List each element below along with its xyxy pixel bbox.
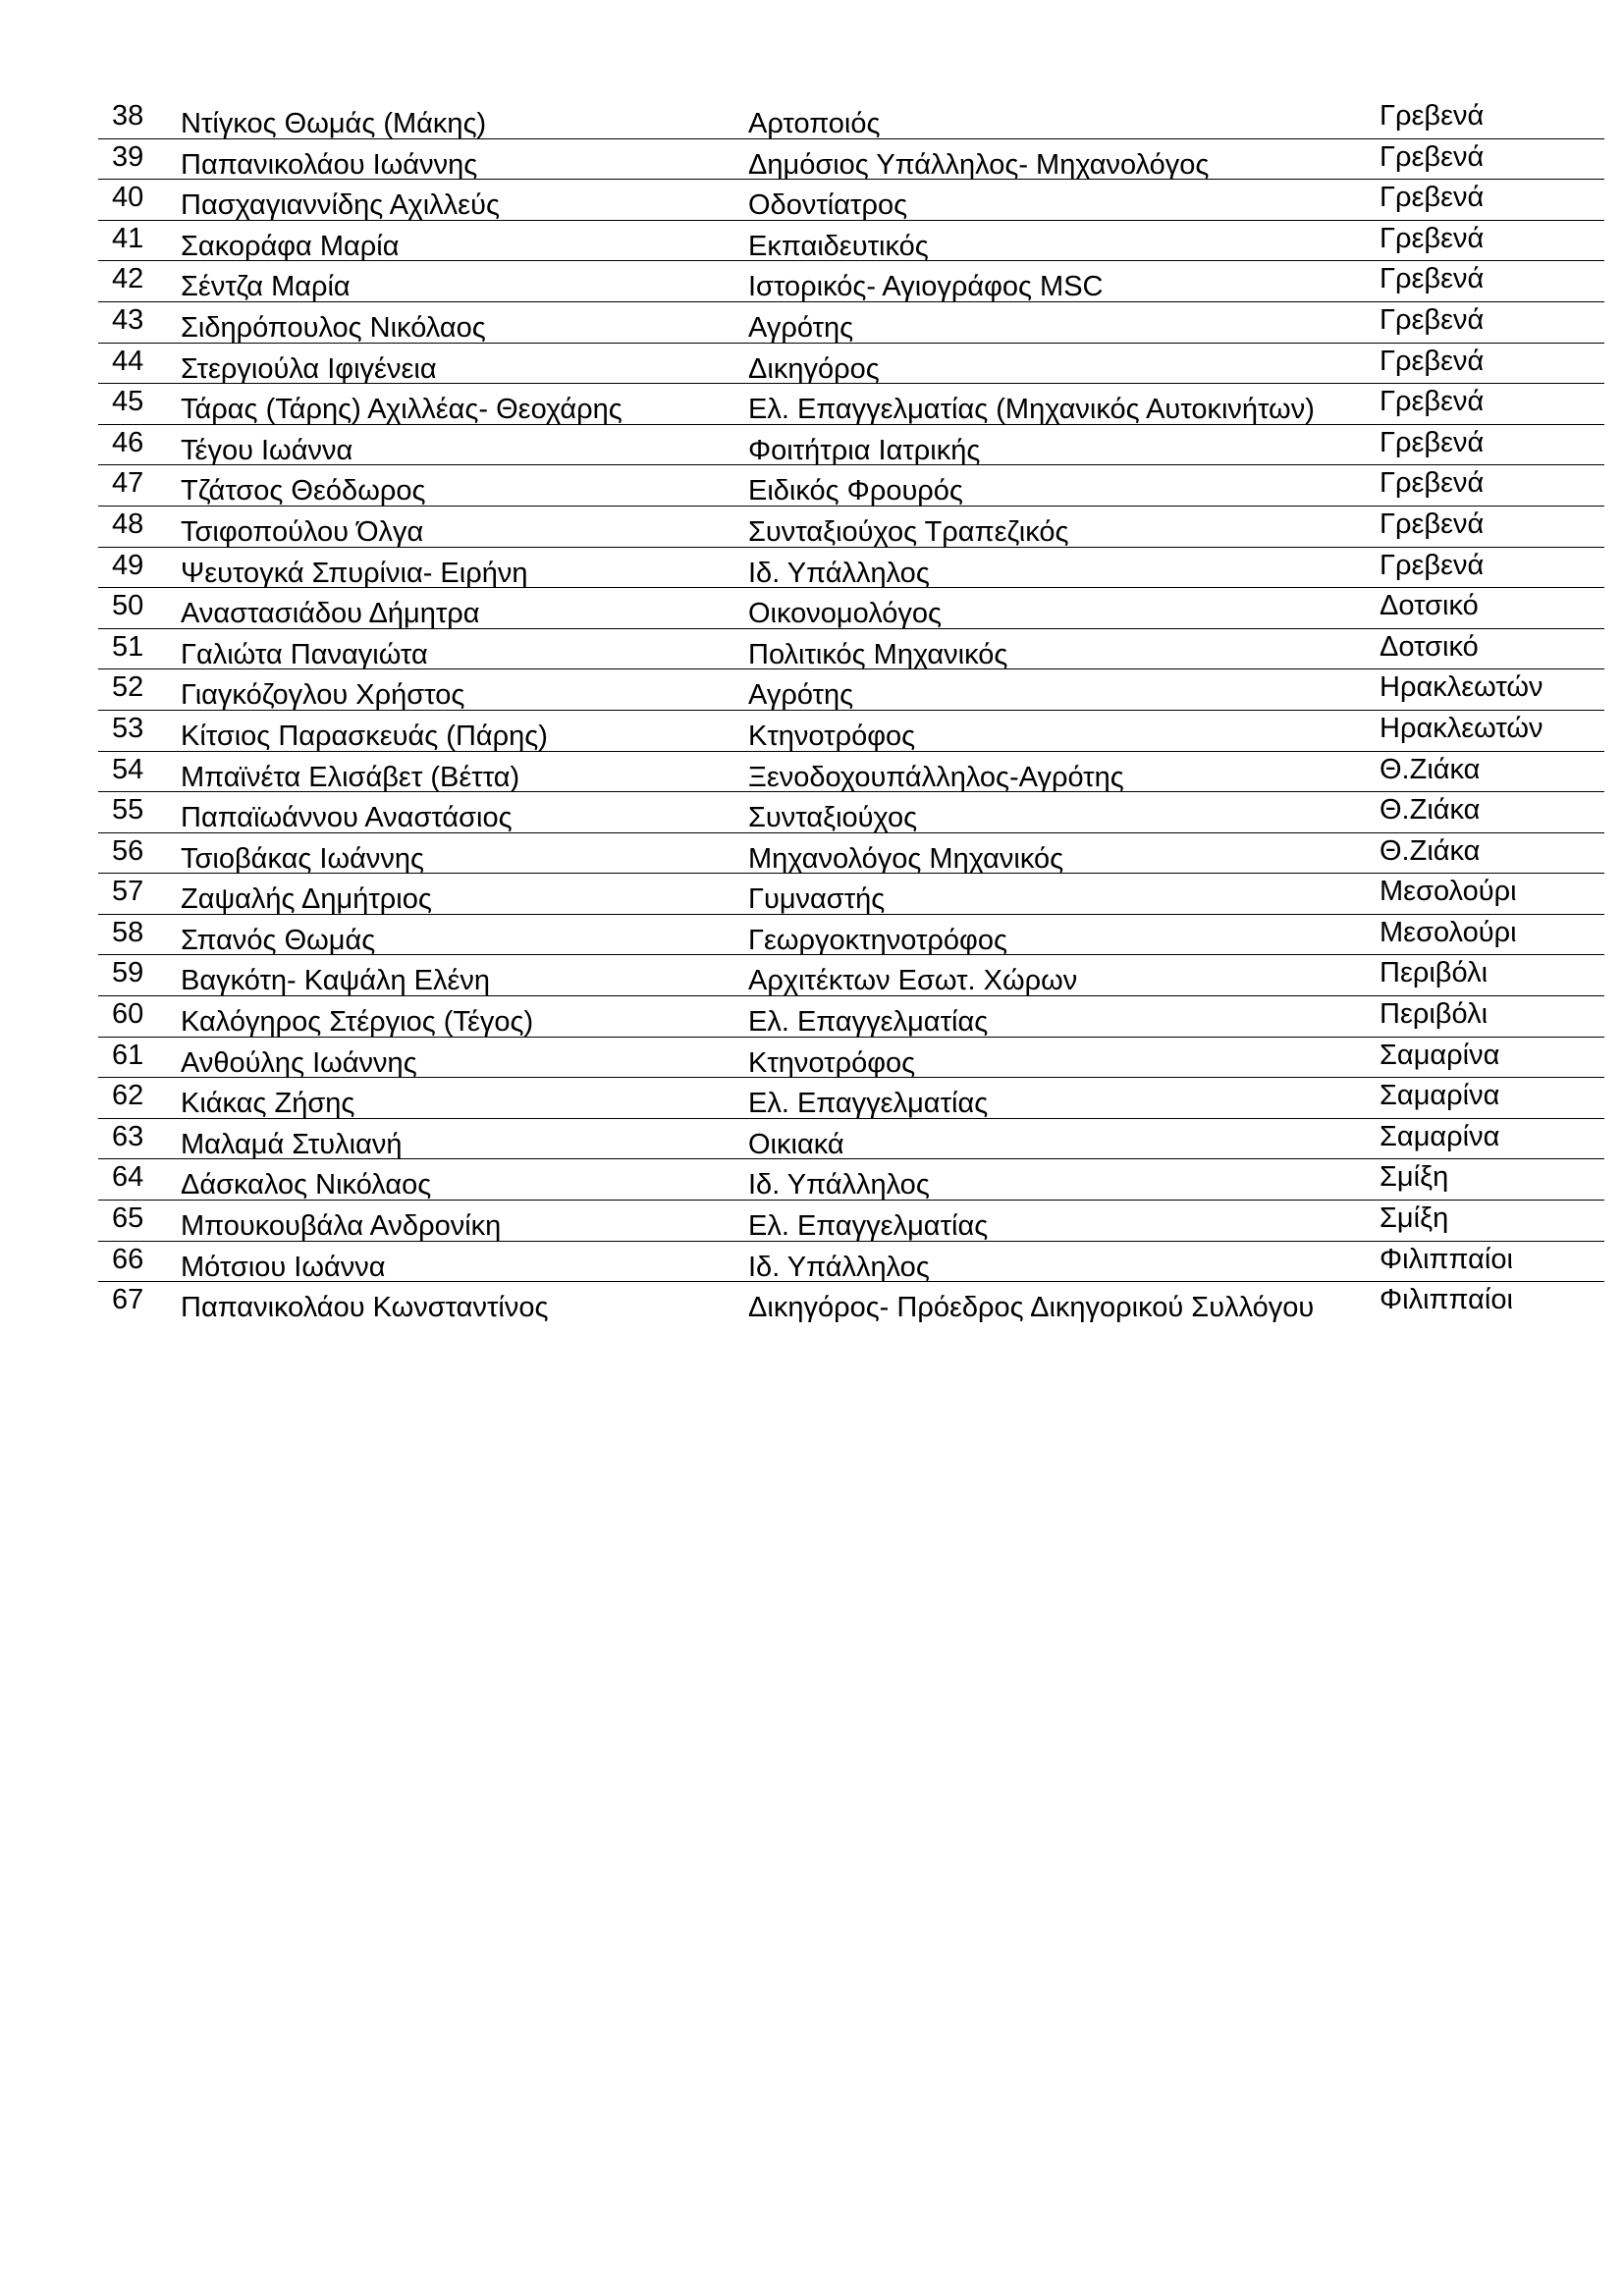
place-name: Γρεβενά (1380, 549, 1485, 581)
occupation: Συνταξιούχος (748, 802, 918, 834)
person-name: Παπανικολάου Κωνσταντίνος (181, 1292, 549, 1324)
place-name: Μεσολούρι (1380, 916, 1517, 948)
table-row (98, 425, 1604, 466)
person-name: Μότσιου Ιωάννα (181, 1251, 386, 1283)
row-number: 54 (112, 753, 144, 785)
row-number: 52 (112, 671, 144, 704)
person-name: Τσιφοπούλου Όλγα (181, 515, 424, 548)
table-row (98, 1201, 1604, 1242)
place-name: Γρεβενά (1380, 507, 1485, 540)
place-name: Γρεβενά (1380, 263, 1485, 295)
row-number: 43 (112, 303, 144, 336)
person-name: Ανθούλης Ιωάννης (181, 1046, 417, 1079)
person-name: Καλόγηρος Στέργιος (Τέγος) (181, 1006, 534, 1039)
person-name: Τζάτσος Θεόδωρος (181, 475, 426, 507)
row-number: 59 (112, 957, 144, 989)
occupation: Εκπαιδευτικός (748, 230, 929, 262)
person-name: Σακοράφα Μαρία (181, 230, 400, 262)
place-name: Σμίξη (1380, 1161, 1449, 1194)
row-number: 53 (112, 712, 144, 744)
occupation: Δικηγόρος (748, 352, 880, 385)
table-row (98, 1282, 1604, 1323)
person-name: Δάσκαλος Νικόλαος (181, 1169, 432, 1201)
occupation: Ξενοδοχουπάλληλος-Αγρότης (748, 761, 1124, 793)
row-number: 38 (112, 100, 144, 132)
place-name: Σαμαρίνα (1380, 1120, 1500, 1152)
row-number: 48 (112, 507, 144, 540)
table-row (98, 221, 1604, 262)
row-number: 67 (112, 1284, 144, 1316)
person-name: Βαγκότη- Καψάλη Ελένη (181, 965, 491, 997)
occupation: Ιδ. Υπάλληλος (748, 557, 930, 589)
row-number: 66 (112, 1243, 144, 1275)
occupation: Οδοντίατρος (748, 189, 908, 222)
occupation: Κτηνοτρόφος (748, 720, 916, 752)
place-name: Γρεβενά (1380, 303, 1485, 336)
row-number: 58 (112, 916, 144, 948)
table-row (98, 915, 1604, 956)
occupation: Ελ. Επαγγελματίας (748, 1088, 989, 1120)
table-row (98, 752, 1604, 793)
occupation: Γυμναστής (748, 883, 886, 916)
table-row (98, 261, 1604, 302)
row-number: 56 (112, 834, 144, 867)
row-number: 46 (112, 426, 144, 458)
person-name: Σπανός Θωμάς (181, 924, 376, 956)
occupation: Ιδ. Υπάλληλος (748, 1169, 930, 1201)
person-name: Κίτσιος Παρασκευάς (Πάρης) (181, 720, 548, 752)
place-name: Ηρακλεωτών (1380, 671, 1543, 704)
place-name: Γρεβενά (1380, 467, 1485, 500)
occupation: Ιστορικός- Αγιογράφος MSC (748, 271, 1104, 303)
occupation: Ειδικός Φρουρός (748, 475, 963, 507)
place-name: Σαμαρίνα (1380, 1080, 1500, 1112)
row-number: 50 (112, 590, 144, 622)
row-number: 51 (112, 630, 144, 663)
row-number: 63 (112, 1120, 144, 1152)
person-name: Μαλαμά Στυλιανή (181, 1128, 403, 1160)
row-number: 40 (112, 182, 144, 214)
place-name: Φιλιππαίοι (1380, 1284, 1513, 1316)
place-name: Δοτσικό (1380, 630, 1479, 663)
occupation: Φοιτήτρια Ιατρικής (748, 434, 981, 466)
row-number: 47 (112, 467, 144, 500)
table-row (98, 874, 1604, 915)
row-number: 41 (112, 222, 144, 254)
occupation: Αγρότης (748, 311, 854, 344)
person-name: Τάρας (Τάρης) Αχιλλέας- Θεοχάρης (181, 394, 623, 426)
place-name: Γρεβενά (1380, 222, 1485, 254)
person-name: Τέγου Ιωάννα (181, 434, 353, 466)
table-row (98, 711, 1604, 752)
place-name: Γρεβενά (1380, 386, 1485, 418)
occupation: Συνταξιούχος Τραπεζικός (748, 515, 1069, 548)
row-number: 42 (112, 263, 144, 295)
place-name: Περιβόλι (1380, 957, 1489, 989)
place-name: Γρεβενά (1380, 100, 1485, 132)
occupation: Αρτοποιός (748, 108, 881, 139)
table-row (98, 629, 1604, 670)
person-name: Τσιοβάκας Ιωάννης (181, 842, 424, 875)
person-name: Μπαϊνέτα Ελισάβετ (Βέττα) (181, 761, 520, 793)
table-row (98, 669, 1604, 711)
table-row (98, 548, 1604, 589)
occupation: Αρχιτέκτων Εσωτ. Χώρων (748, 965, 1078, 997)
person-name: Γιαγκόζογλου Χρήστος (181, 679, 465, 712)
row-number: 61 (112, 1039, 144, 1071)
occupation: Οικιακά (748, 1128, 844, 1160)
place-name: Γρεβενά (1380, 182, 1485, 214)
table-row (98, 833, 1604, 875)
table-row (98, 384, 1604, 425)
table-row (98, 792, 1604, 833)
table-row (98, 344, 1604, 385)
table-row (98, 1119, 1604, 1160)
table-row (98, 996, 1604, 1038)
person-name: Ντίγκος Θωμάς (Μάκης) (181, 108, 487, 139)
occupation: Γεωργοκτηνοτρόφος (748, 924, 1007, 956)
place-name: Περιβόλι (1380, 998, 1489, 1031)
occupation: Ελ. Επαγγελματίας (748, 1006, 989, 1039)
occupation: Οικονομολόγος (748, 598, 942, 630)
row-number: 60 (112, 998, 144, 1031)
place-name: Γρεβενά (1380, 345, 1485, 377)
table-row (98, 302, 1604, 344)
table-row (98, 1078, 1604, 1119)
person-name: Ψευτογκά Σπυρίνια- Ειρήνη (181, 557, 528, 589)
place-name: Φιλιππαίοι (1380, 1243, 1513, 1275)
person-name: Κιάκας Ζήσης (181, 1088, 355, 1120)
occupation: Κτηνοτρόφος (748, 1046, 916, 1079)
person-name: Πασχαγιαννίδης Αχιλλεύς (181, 189, 500, 222)
place-name: Θ.Ζιάκα (1380, 753, 1481, 785)
occupation: Ελ. Επαγγελματίας (Μηχανικός Αυτοκινήτων) (748, 394, 1315, 426)
row-number: 62 (112, 1080, 144, 1112)
row-number: 55 (112, 794, 144, 827)
occupation: Πολιτικός Μηχανικός (748, 638, 1008, 670)
place-name: Μεσολούρι (1380, 876, 1517, 908)
occupation: Ιδ. Υπάλληλος (748, 1251, 930, 1283)
occupation: Ελ. Επαγγελματίας (748, 1210, 989, 1243)
place-name: Γρεβενά (1380, 426, 1485, 458)
table-row (98, 1038, 1604, 1079)
occupation: Αγρότης (748, 679, 854, 712)
person-name: Παπαϊωάννου Αναστάσιος (181, 802, 513, 834)
person-name: Μπουκουβάλα Ανδρονίκη (181, 1210, 502, 1243)
occupation: Δημόσιος Υπάλληλος- Μηχανολόγος (748, 148, 1210, 181)
place-name: Γρεβενά (1380, 140, 1485, 173)
person-name: Παπανικολάου Ιωάννης (181, 148, 478, 181)
row-number: 44 (112, 345, 144, 377)
table-row (98, 139, 1604, 181)
row-number: 49 (112, 549, 144, 581)
person-name: Στεργιούλα Ιφιγένεια (181, 352, 437, 385)
person-name: Ζαψαλής Δημήτριος (181, 883, 432, 916)
row-number: 39 (112, 140, 144, 173)
person-name: Σέντζα Μαρία (181, 271, 351, 303)
table-row (98, 465, 1604, 507)
table-row (98, 507, 1604, 548)
table-row (98, 955, 1604, 996)
candidate-list (98, 98, 1604, 1323)
occupation: Μηχανολόγος Μηχανικός (748, 842, 1064, 875)
table-row (98, 98, 1604, 139)
place-name: Ηρακλεωτών (1380, 712, 1543, 744)
place-name: Θ.Ζιάκα (1380, 834, 1481, 867)
table-row (98, 588, 1604, 629)
row-number: 57 (112, 876, 144, 908)
row-number: 64 (112, 1161, 144, 1194)
person-name: Αναστασιάδου Δήμητρα (181, 598, 480, 630)
place-name: Σαμαρίνα (1380, 1039, 1500, 1071)
place-name: Θ.Ζιάκα (1380, 794, 1481, 827)
table-row (98, 180, 1604, 221)
person-name: Γαλιώτα Παναγιώτα (181, 638, 428, 670)
place-name: Σμίξη (1380, 1202, 1449, 1235)
row-number: 45 (112, 386, 144, 418)
person-name: Σιδηρόπουλος Νικόλαος (181, 311, 486, 344)
table-row (98, 1159, 1604, 1201)
table-row (98, 1242, 1604, 1283)
place-name: Δοτσικό (1380, 590, 1479, 622)
row-number: 65 (112, 1202, 144, 1235)
occupation: Δικηγόρος- Πρόεδρος Δικηγορικού Συλλόγου (748, 1292, 1315, 1324)
